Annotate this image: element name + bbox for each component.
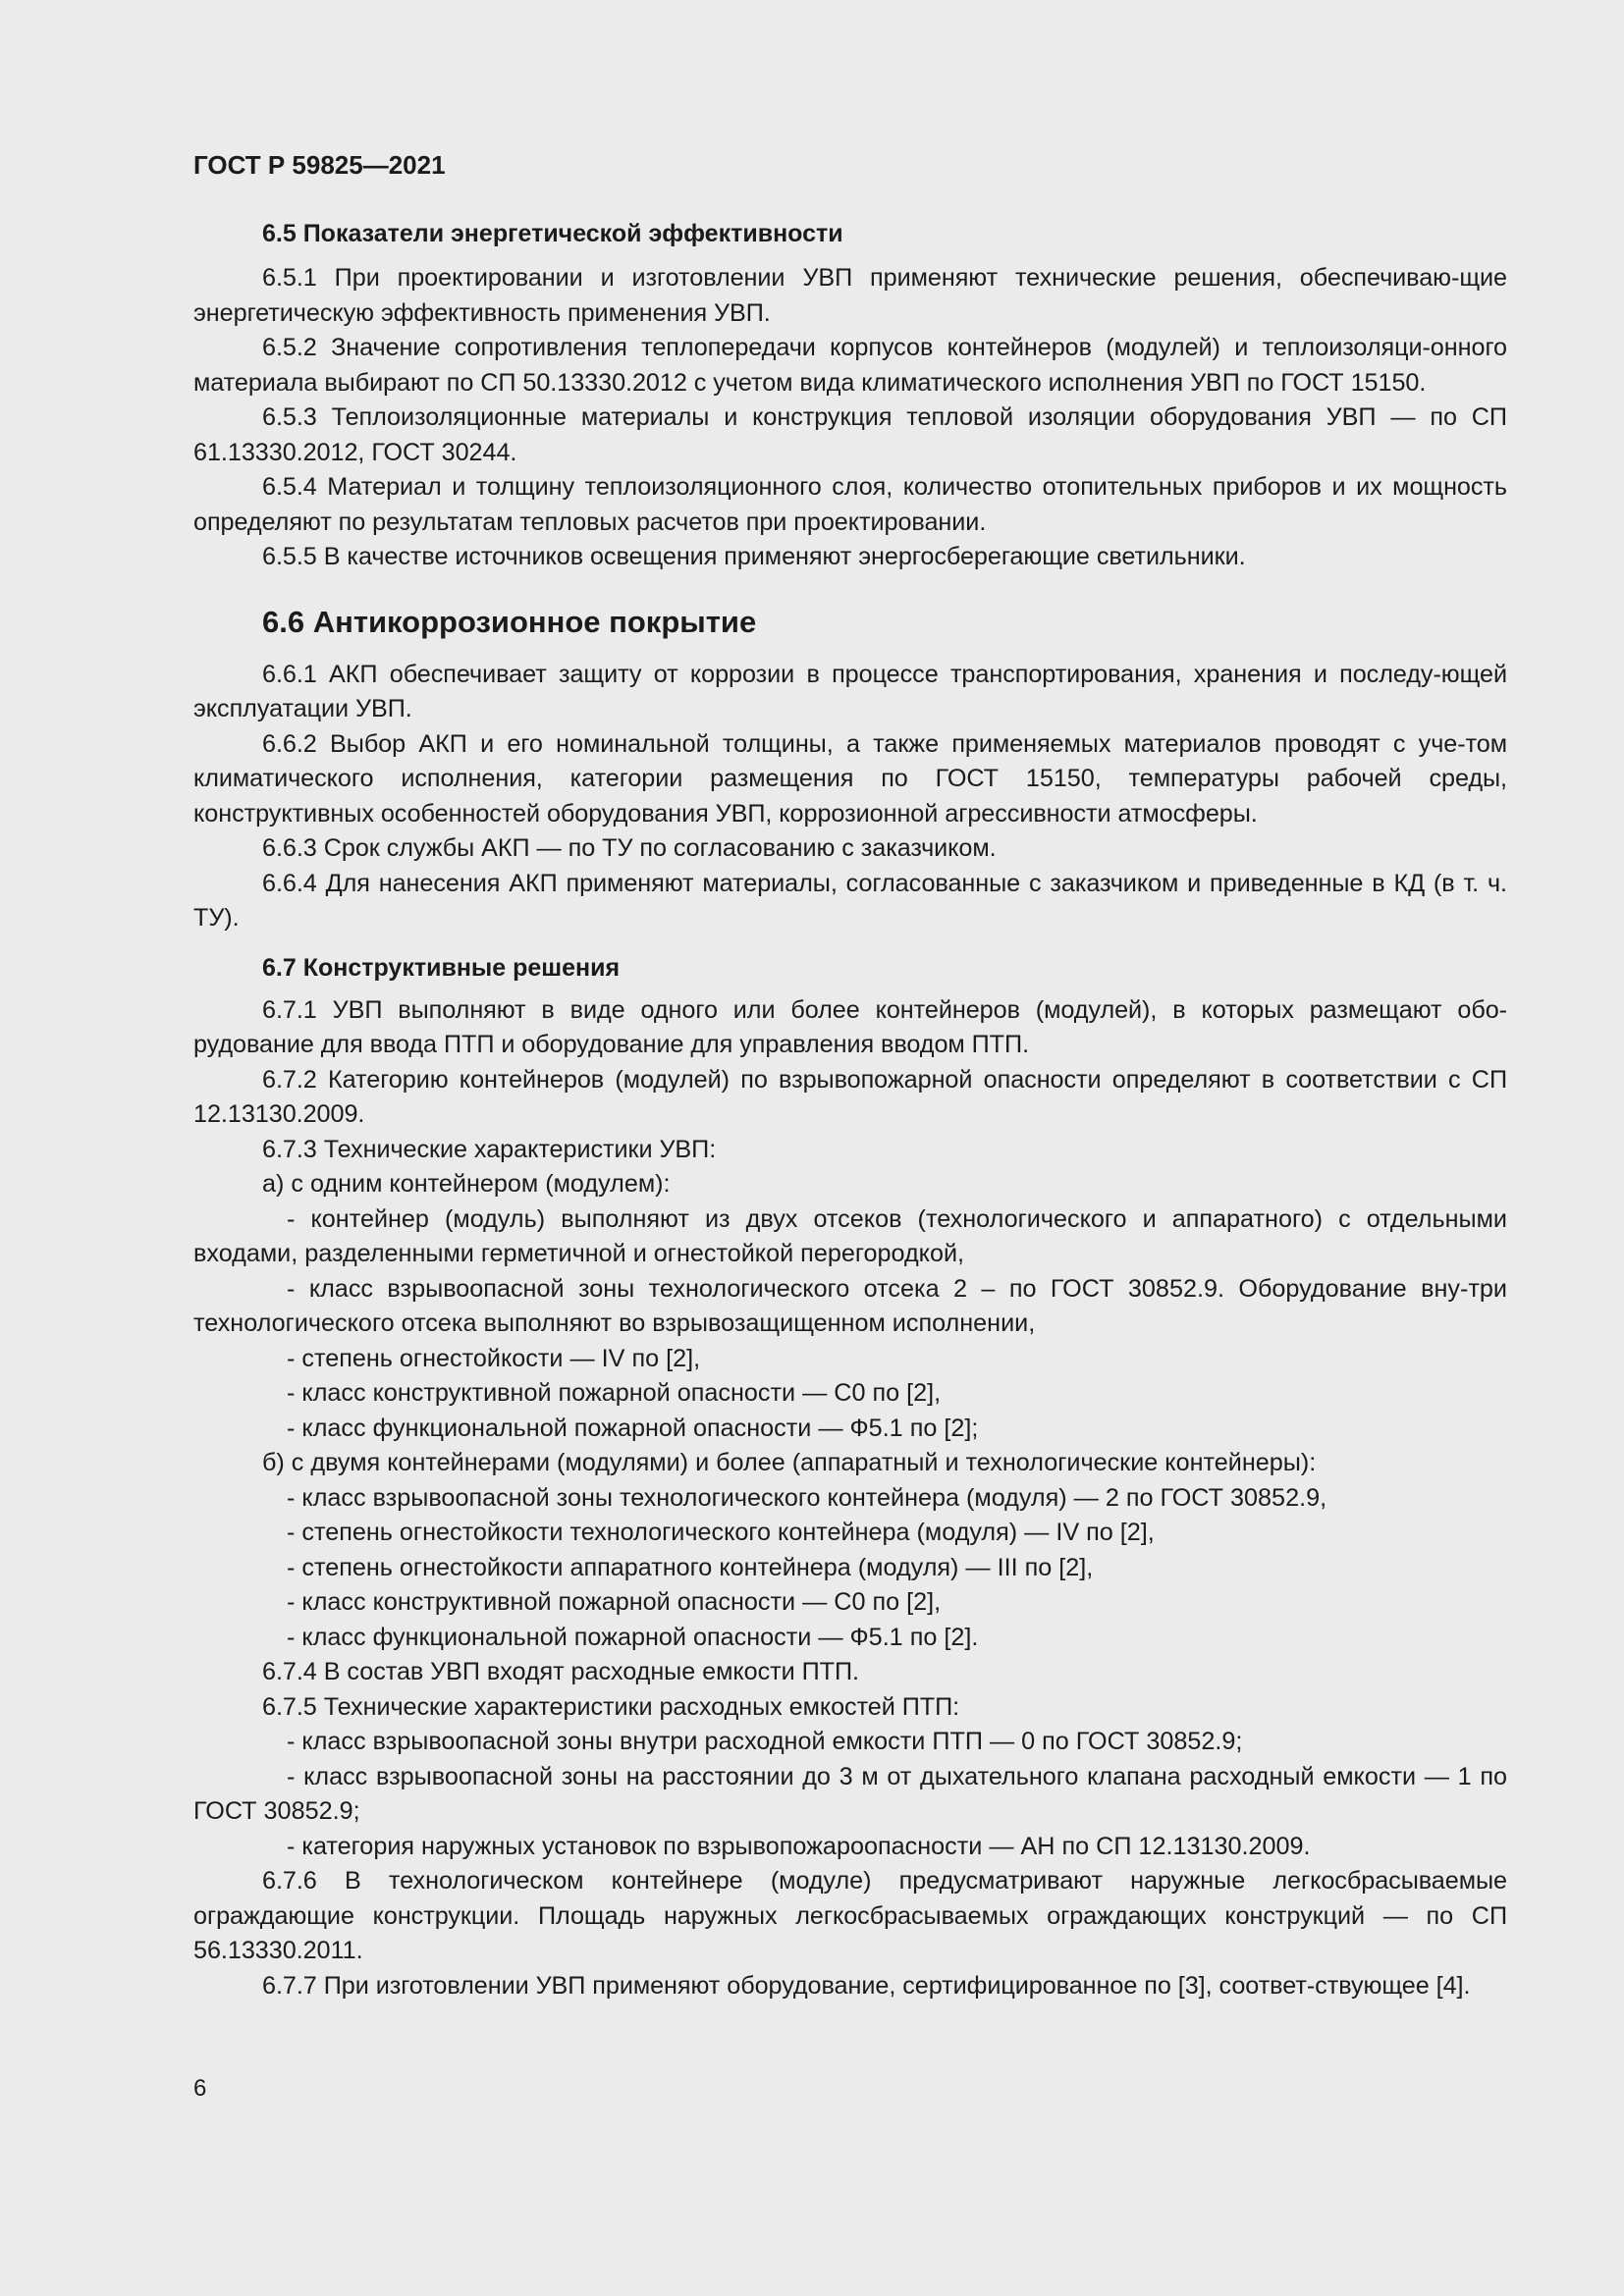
section-6-7-title: 6.7 Конструктивные решения	[262, 953, 621, 982]
paragraph-6-5-3: 6.5.3 Теплоизоляционные материалы и конструкция тепловой изоляции оборудования УВП — по СП 61.13330.2012, ГОСТ 30244.	[193, 403, 1507, 466]
paragraph-6-5-2: 6.5.2 Значение сопротивления теплопередачи корпусов контейнеров (модулей) и теплоизоляци-онного материала выбирают по СП 50.13330.2012 с учетом вида климатического исполнения УВП по ГОСТ 15150.	[193, 334, 1507, 397]
document-code: ГОСТ Р 59825—2021	[193, 150, 446, 180]
document-page	[193, 145, 1507, 2003]
paragraph-6-5-1: 6.5.1 При проектировании и изготовлении УВП применяют технические решения, обеспечиваю-щие энергетическую эффективность применения УВП.	[193, 264, 1507, 327]
paragraph-6-7-3: 6.7.3 Технические характеристики УВП:	[262, 1135, 717, 1163]
list-subitem: - класс функциональной пожарной опасности — Ф5.1 по [2].	[287, 1623, 979, 1651]
list-item-b: б) с двумя контейнерами (модулями) и более (аппаратный и технологические контейнеры):	[262, 1449, 1317, 1476]
paragraph-6-7-6: 6.7.6 В технологическом контейнере (модуле) предусматривают наружные легкосбрасываемые ограждающие конструкции. Площадь наружных легкосбрасываемых ограждающих конструкций — по СП 56.13330.2011.	[193, 1867, 1507, 1964]
list-subitem: - степень огнестойкости аппаратного контейнера (модуля) — III по [2],	[287, 1553, 1094, 1581]
list-subitem: - класс взрывоопасной зоны на расстоянии до 3 м от дыхательного клапана расходный емкости — 1 по ГОСТ 30852.9;	[193, 1762, 1507, 1825]
list-item-a: а) с одним контейнером (модулем):	[262, 1170, 671, 1198]
paragraph-6-6-2: 6.6.2 Выбор АКП и его номинальной толщины, а также применяемых материалов проводят с уче-том климатического исполнения, категории размещения по ГОСТ 15150, температуры рабочей среды, конструктивных особенностей оборудования УВП, коррозионной агрессивности атмосферы.	[193, 729, 1507, 828]
paragraph-6-7-5: 6.7.5 Технические характеристики расходных емкостей ПТП:	[262, 1692, 960, 1721]
list-subitem: - категория наружных установок по взрывопожароопасности — АН по СП 12.13130.2009.	[287, 1832, 1311, 1860]
paragraph-6-7-7: 6.7.7 При изготовлении УВП применяют оборудование, сертифицированное по [3], соответ-ствующее [4].	[262, 1971, 1471, 2000]
list-subitem: - класс конструктивной пожарной опасности — С0 по [2],	[287, 1588, 942, 1616]
list-subitem: - класс взрывоопасной зоны технологического контейнера (модуля) — 2 по ГОСТ 30852.9,	[287, 1483, 1327, 1512]
list-subitem: - контейнер (модуль) выполняют из двух отсеков (технологического и аппаратного) с отдельными входами, разделенными герметичной и огнестойкой перегородкой,	[193, 1204, 1507, 1267]
list-subitem: - класс конструктивной пожарной опасности — С0 по [2],	[287, 1379, 942, 1407]
section-6-5-title: 6.5 Показатели энергетической эффективности	[262, 220, 843, 247]
paragraph-6-6-3: 6.6.3 Срок службы АКП — по ТУ по согласованию с заказчиком.	[262, 834, 997, 862]
page-number: 6	[193, 2075, 207, 2102]
list-subitem: - степень огнестойкости — IV по [2],	[287, 1344, 701, 1372]
paragraph-6-6-4: 6.6.4 Для нанесения АКП применяют материалы, согласованные с заказчиком и приведенные в КД (в т. ч. ТУ).	[193, 869, 1507, 932]
paragraph-6-6-1: 6.6.1 АКП обеспечивает защиту от коррозии в процессе транспортирования, хранения и последу-ющей эксплуатации УВП.	[193, 660, 1507, 722]
paragraph-6-5-5: 6.5.5 В качестве источников освещения применяют энергосберегающие светильники.	[262, 543, 1246, 570]
list-subitem: - класс взрывоопасной зоны внутри расходной емкости ПТП — 0 по ГОСТ 30852.9;	[287, 1728, 1243, 1755]
paragraph-6-5-4: 6.5.4 Материал и толщину теплоизоляционного слоя, количество отопительных приборов и их мощность определяют по результатам тепловых расчетов при проектировании.	[193, 473, 1507, 536]
section-6-6-title: 6.6 Антикоррозионное покрытие	[262, 604, 757, 639]
paragraph-6-7-1: 6.7.1 УВП выполняют в виде одного или более контейнеров (модулей), в которых размещают обо-рудование для ввода ПТП и оборудование для управления вводом ПТП.	[193, 995, 1507, 1058]
list-subitem: - класс взрывоопасной зоны технологического отсека 2 – по ГОСТ 30852.9. Оборудование вну-три технологического отсека выполняют во взрывозащищенном исполнении,	[193, 1274, 1507, 1337]
list-subitem: - класс функциональной пожарной опасности — Ф5.1 по [2];	[287, 1414, 979, 1442]
list-subitem: - степень огнестойкости технологического контейнера (модуля) — IV по [2],	[287, 1519, 1155, 1546]
paragraph-6-7-2: 6.7.2 Категорию контейнеров (модулей) по взрывопожарной опасности определяют в соответствии с СП 12.13130.2009.	[193, 1065, 1507, 1128]
paragraph-6-7-4: 6.7.4 В состав УВП входят расходные емкости ПТП.	[262, 1658, 859, 1685]
